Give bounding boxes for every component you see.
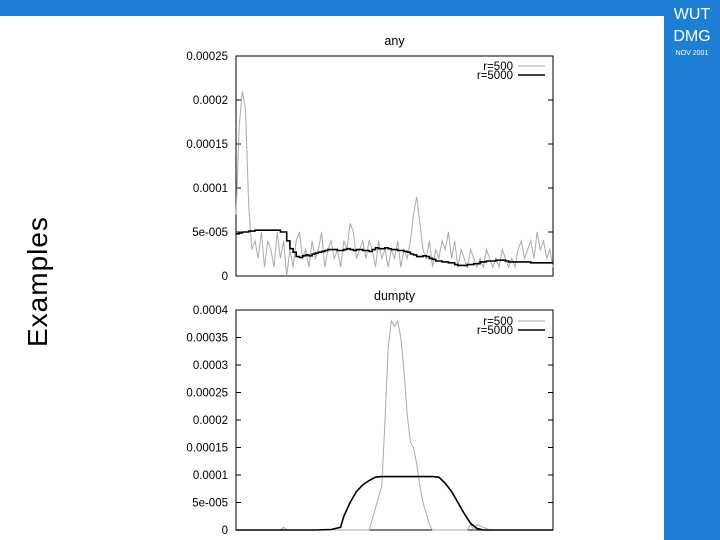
chart2-ytick-label: 0.0002 — [192, 415, 228, 427]
logo-line-dmg: DMG — [673, 28, 711, 45]
chart2-ytick-label: 0.0001 — [192, 470, 228, 482]
chart1-ytick-label: 0.00015 — [186, 139, 228, 151]
chart2-ytick-label: 0 — [221, 525, 228, 537]
chart2-series-r5000-line — [236, 477, 553, 530]
chart1-ytick-label: 0.0001 — [192, 183, 228, 195]
chart2-ytick-label: 5e-005 — [192, 497, 228, 510]
logo-line-wut: WUT — [673, 6, 711, 23]
chart1-ytick-label: 0 — [221, 271, 228, 283]
chart2-plot-frame — [236, 310, 553, 530]
chart2-ytick-label: 0.00015 — [186, 442, 228, 455]
logo-date: NOV 2001 — [675, 50, 709, 57]
chart2-legend-label: r=500 — [483, 316, 513, 328]
chart2-series-r500-line — [236, 321, 553, 530]
chart1-legend-label: r=500 — [483, 61, 513, 73]
chart2-legend-label: r=5000 — [476, 325, 513, 337]
chart1-title: any — [384, 34, 405, 48]
slide-title: Examples — [22, 216, 53, 347]
chart1-ytick-label: 5e-005 — [192, 227, 228, 239]
chart2-ytick-label: 0.00035 — [186, 332, 228, 345]
chart1-legend-label: r=5000 — [476, 70, 513, 82]
chart2-ytick-label: 0.00025 — [186, 387, 228, 400]
chart2-ytick-label: 0.0003 — [192, 360, 228, 372]
chart1-ytick-label: 0.0002 — [192, 95, 228, 107]
chart1-series-r5000-line — [236, 230, 553, 265]
chart1-ytick-label: 0.00025 — [186, 51, 228, 63]
chart2-title: dumpty — [374, 289, 415, 303]
chart1-series-r500-line — [236, 91, 553, 276]
chart2-ytick-label: 0.0004 — [192, 305, 228, 317]
